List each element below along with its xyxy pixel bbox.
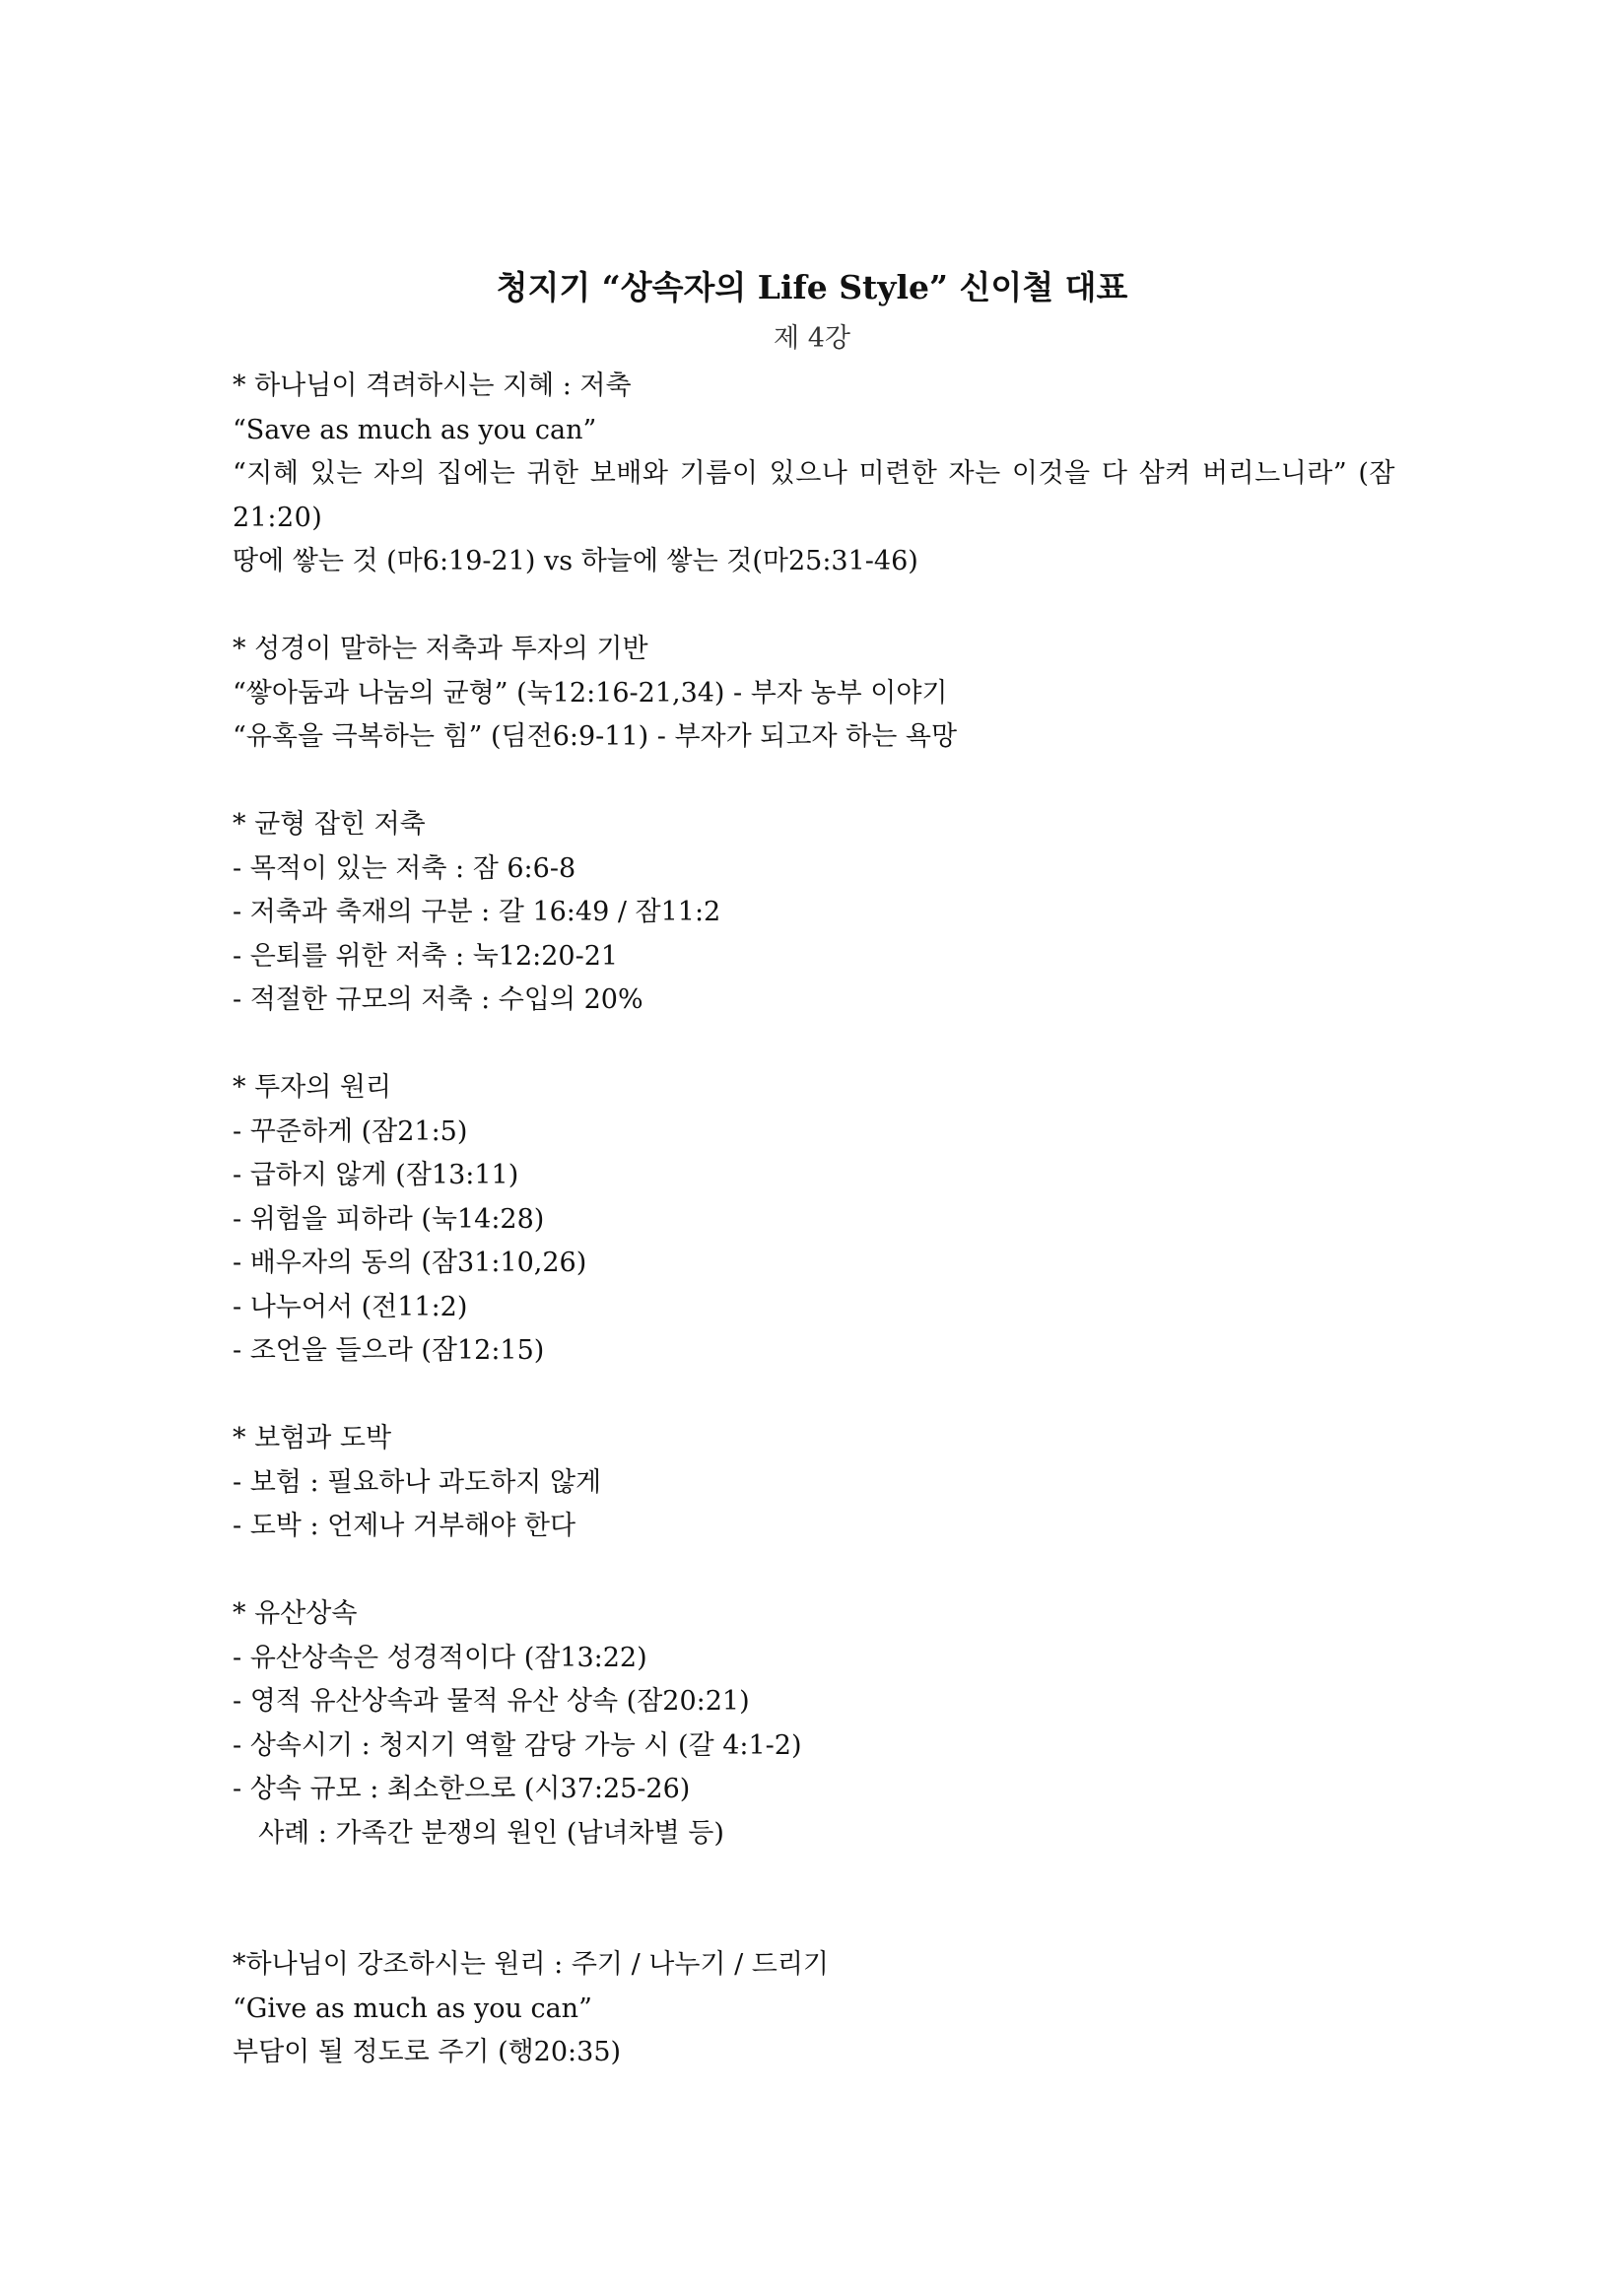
blank-line xyxy=(233,1374,1395,1418)
motto-line: “Give as much as you can” xyxy=(233,1992,592,2024)
list-item: - 도박 : 언제나 거부해야 한다 xyxy=(233,1511,576,1541)
list-item: - 영적 유산상속과 물적 유산 상속 (잠20:21) xyxy=(233,1686,750,1717)
section-inheritance xyxy=(233,1592,1395,1856)
section-heading: * 보험과 도박 xyxy=(233,1423,392,1453)
document-body xyxy=(233,365,1395,2075)
list-item: - 위험을 피하라 (눅14:28) xyxy=(233,1203,545,1235)
section-investment-principles xyxy=(233,1066,1395,1374)
section-heading: * 성경이 말하는 저축과 투자의 기반 xyxy=(233,634,648,664)
body-line: “유혹을 극복하는 힘” (딤전6:9-11) - 부자가 되고자 하는 욕망 xyxy=(233,721,958,752)
list-item: - 급하지 않게 (잠13:11) xyxy=(233,1160,519,1190)
example-note: 사례 : 가족간 분쟁의 원인 (남녀차별 등) xyxy=(258,1817,724,1849)
section-heading: * 하나님이 격려하시는 지혜 : 저축 xyxy=(233,371,632,401)
body-line: 부담이 될 정도로 주기 (행20:35) xyxy=(233,2037,622,2067)
list-item: - 배우자의 동의 (잠31:10,26) xyxy=(233,1248,587,1278)
section-insurance-gambling xyxy=(233,1417,1395,1549)
list-item: - 상속 규모 : 최소한으로 (시37:25-26) xyxy=(233,1774,691,1804)
list-item: - 저축과 축재의 구분 : 갈 16:49 / 잠11:2 xyxy=(233,897,721,927)
list-item: - 보험 : 필요하나 과도하지 않게 xyxy=(233,1466,602,1498)
blank-line xyxy=(233,760,1395,804)
list-item: - 꾸준하게 (잠21:5) xyxy=(233,1115,468,1147)
section-biblical-basis xyxy=(233,628,1395,760)
blank-line xyxy=(233,1549,1395,1593)
body-line: “쌓아둠과 나눔의 균형” (눅12:16-21,34) - 부자 농부 이야기 xyxy=(233,677,948,709)
body-line: 땅에 쌓는 것 (마6:19-21) vs 하늘에 쌓는 것(마25:31-46) xyxy=(233,546,918,576)
list-item: - 나누어서 (전11:2) xyxy=(233,1291,468,1322)
section-heading: * 균형 잡힌 저축 xyxy=(233,809,426,840)
section-saving-wisdom xyxy=(233,365,1395,584)
list-item: - 유산상속은 성경적이다 (잠13:22) xyxy=(233,1642,647,1673)
list-item: - 적절한 규모의 저축 : 수입의 20% xyxy=(233,984,643,1015)
list-item: - 은퇴를 위한 저축 : 눅12:20-21 xyxy=(233,940,619,972)
motto-line: “Save as much as you can” xyxy=(233,414,597,445)
blank-line xyxy=(233,1023,1395,1067)
section-heading: *하나님이 강조하시는 원리 : 주기 / 나누기 / 드리기 xyxy=(233,1949,830,1980)
list-item: - 목적이 있는 저축 : 잠 6:6-8 xyxy=(233,852,576,884)
section-balanced-saving xyxy=(233,803,1395,1023)
blank-line xyxy=(233,584,1395,629)
section-heading: * 투자의 원리 xyxy=(233,1072,392,1103)
scripture-quote: “지혜 있는 자의 집에는 귀한 보배와 기름이 있으나 미련한 자는 이것을 다 삼켜 버리느니라” (잠 21:20) xyxy=(233,458,1395,533)
lecture-number: 제 4강 xyxy=(774,323,850,354)
list-item: - 상속시기 : 청지기 역할 감당 가능 시 (갈 4:1-2) xyxy=(233,1729,802,1761)
document-title: 청지기 “상속자의 Life Style” 신이철 대표 xyxy=(496,268,1128,306)
blank-line xyxy=(233,1856,1395,1943)
list-item: - 조언을 들으라 (잠12:15) xyxy=(233,1335,545,1366)
section-heading: * 유산상속 xyxy=(233,1598,358,1629)
section-giving-principle xyxy=(233,1943,1395,2075)
